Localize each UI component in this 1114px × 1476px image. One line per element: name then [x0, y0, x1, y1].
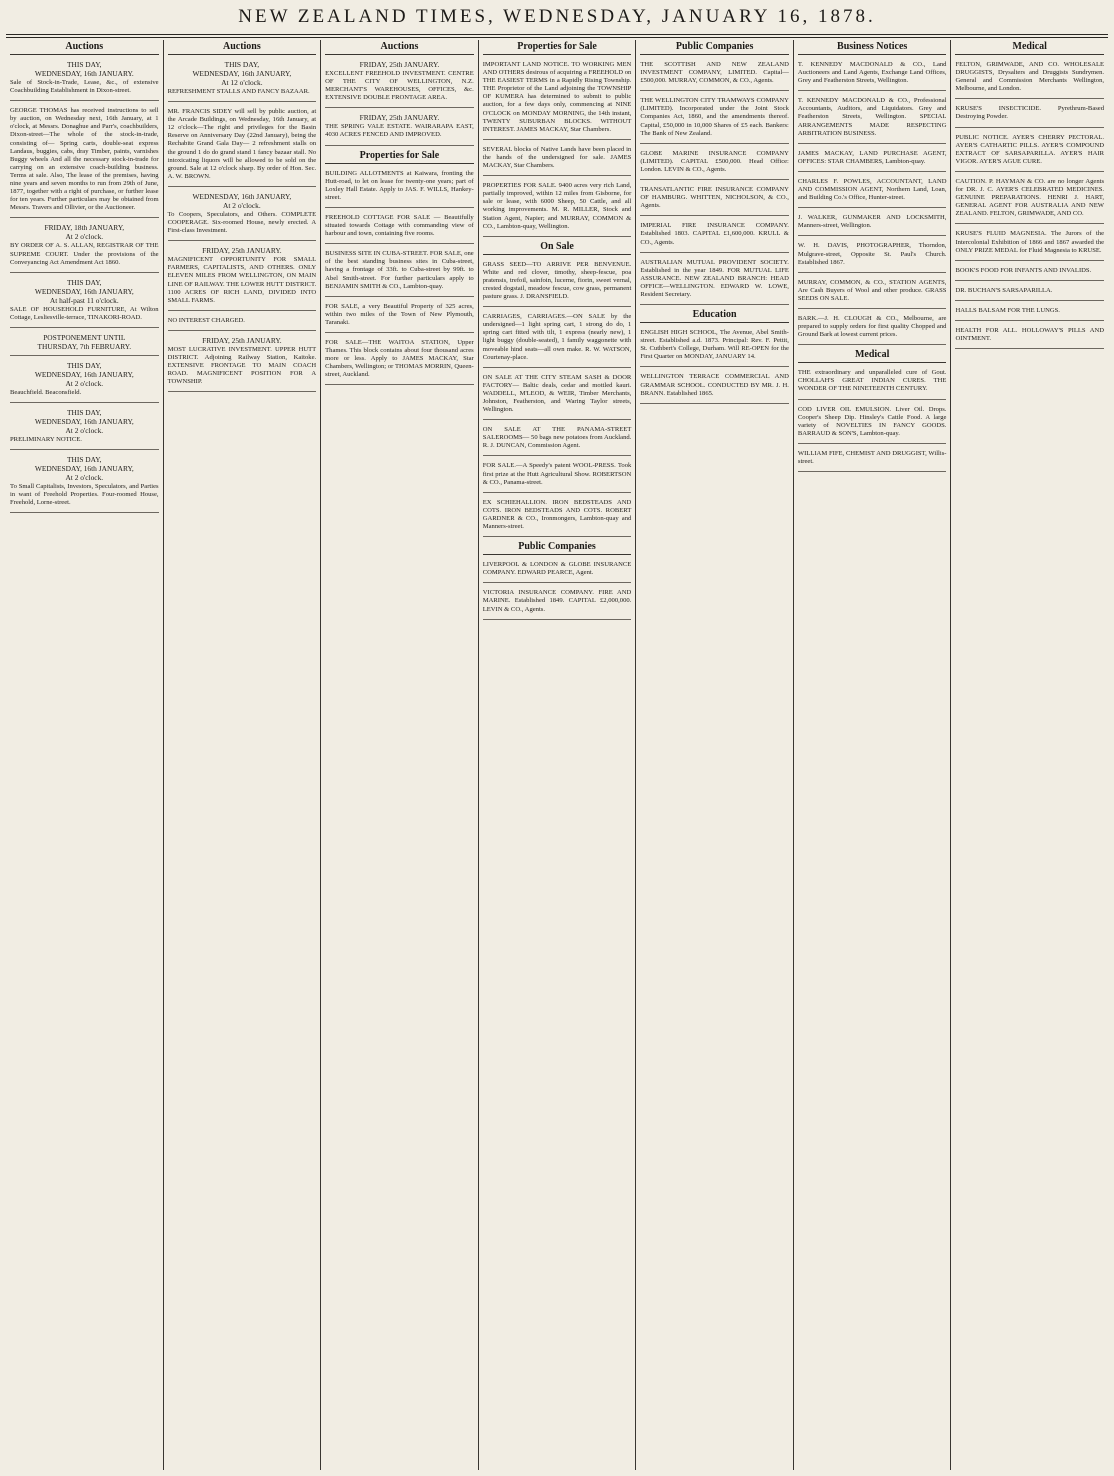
ad-body-text: MURRAY, COMMON, & CO., STATION AGENTS, Are Cash Buyers of Wool and other produce. GRASS SEEDS ON SALE. [797, 278, 947, 302]
ad-dateline: POSTPONEMENT UNTIL [43, 332, 126, 342]
ad-body-text: BOOK'S FOOD FOR INFANTS AND INVALIDS. [955, 266, 1092, 274]
ad-body-text: EXCELLENT FREEHOLD INVESTMENT. CENTRE OF THE CITY OF WELLINGTON, N.Z. MERCHANT'S WAREHOUSES, OFFICES, &c. EXTENSIVE DOUBLE FRONTAGE AREA. [325, 70, 474, 102]
advertisement-block [640, 370, 789, 403]
ad-dateline: At 2 o'clock. [65, 378, 104, 388]
ad-dateline: At 12 o'clock. [221, 78, 263, 87]
column-heading: Auctions [10, 40, 159, 55]
ad-body-text: MAGNIFICENT OPPORTUNITY FOR SMALL FARMERS, CAPITALISTS, AND OTHERS. ONLY ELEVEN MILES FROM WELLINGTON, ON MAIN LINE OF RAILWAY. THE LOWER HUTT DISTRICT. 1100 ACRES OF RICH LAND, DIVIDED INTO SMALL FARMS. [167, 256, 317, 304]
ad-body-text: W. H. DAVIS, PHOTOGRAPHER, Thorndon, Mulgrave-street, Opposite St. Paul's Church. Established 1867. [797, 242, 947, 266]
ad-body-text: HEALTH FOR ALL. HOLLOWAY'S PILLS AND OINTMENT. [955, 326, 1105, 343]
advertisement-block [798, 366, 947, 399]
column-heading: Medical [955, 40, 1104, 55]
advertisement-block [10, 104, 159, 218]
column-5 [635, 40, 793, 1470]
advertisement-block [325, 247, 474, 296]
advertisement-block [798, 94, 947, 143]
advertisement-block [955, 58, 1104, 99]
column-7 [950, 40, 1108, 1470]
advertisement-block [483, 179, 632, 237]
column-1 [6, 40, 163, 1470]
advertisement-block [168, 244, 317, 311]
ad-body-text: SEVERAL blocks of Native Lands have been placed in the hands of the undersigned for sale. JAMES MACKAY, Star Chambers. [482, 145, 632, 170]
ad-body-text: J. WALKER, GUNMAKER AND LOCKSMITH, Manners-street, Wellington. [797, 214, 947, 230]
advertisement-block [10, 359, 159, 403]
ad-body-text: PRELIMINARY NOTICE. [10, 435, 82, 443]
ad-dateline: FRIDAY, 18th JANUARY, [44, 223, 125, 233]
advertisement-block [325, 167, 474, 208]
ad-body-text: NO INTEREST CHARGED. [167, 316, 245, 324]
ad-dateline: WEDNESDAY, 16th JANUARY, [34, 464, 134, 474]
column-2 [163, 40, 321, 1470]
ad-body-text: MR. FRANCIS SIDEY will sell by public auction, at the Arcade Buildings, on Wednesday, 16th January, at 12 o'clock—The right and privileges for the Basin Reserve on Anniversary Day (22nd January), being the Rechabite Grand Gala Day— 2 refreshment stalls on the ground 1 do do grand stand 1 fancy bazaar stall. No intoxicating liquors will be allowed to be sold on the ground. Sale at 12 o'clock sharp. By order of Hon. Sec. A. W. BROWN. [167, 108, 317, 180]
advertisement-block [483, 371, 632, 420]
advertisement-block [955, 227, 1104, 260]
column-heading: Auctions [325, 40, 474, 55]
ad-dateline: THIS DAY, [67, 277, 102, 287]
ad-dateline: FRIDAY, 25th JANUARY. [359, 60, 440, 69]
ad-body-text: GRASS SEED—TO ARRIVE PER BENVENUE. White and red clover, timothy, sheep-fescue, poa pratensis, trefoil, sainfoin, lucerne, fiorin, sweet vernal, crested dogstail, meadow fescue, cow grass, permanent pasture grass. J. DRANSFIELD. [482, 260, 632, 301]
ad-body-text: BARK.—J. H. CLOUGH & CO., Melbourne, are prepared to supply orders for first quality Chopped and Ground Bark at lowest current prices. [797, 314, 947, 339]
section-heading: Education [640, 308, 789, 323]
ad-body-text: T. KENNEDY MACDONALD & CO., Professional Accountants, Auditors, and Liquidators. Grey and Featherston Streets, Wellington. SPECIAL ARRANGEMENTS MADE RESPECTING ARBITRATION BUSINESS. [797, 97, 947, 137]
advertisement-block [483, 496, 632, 537]
advertisement-block [955, 175, 1104, 224]
ad-body-text: THE SPRING VALE ESTATE. WAIRARAPA EAST, 4030 ACRES FENCED AND IMPROVED. [325, 123, 474, 139]
ad-dateline: THIS DAY, [67, 455, 102, 465]
advertisement-block [798, 276, 947, 309]
ad-body-text: BUILDING ALLOTMENTS at Kaiwara, fronting the Hutt-road, to let on lease for twenty-one years; part of Loxley Hall Estate. Apply to JAS. F. WILLS, Hankey-street. [325, 169, 474, 201]
advertisement-block [325, 211, 474, 244]
advertisement-block [10, 453, 159, 513]
ad-dateline: FRIDAY, 25th JANUARY. [202, 246, 282, 256]
advertisement-block [640, 219, 789, 252]
advertisement-block [640, 58, 789, 91]
ad-body-text: PUBLIC NOTICE. AYER'S CHERRY PECTORAL. AYER'S CATHARTIC PILLS. AYER'S COMPOUND EXTRACT OF SARSAPARILLA. AYER'S HAIR VIGOR. AYER'S AGUE CURE. [955, 133, 1105, 165]
advertisement-block [798, 239, 947, 272]
ad-body-text: REFRESHMENT STALLS AND FANCY BAZAAR. [167, 88, 310, 95]
advertisement-block [10, 406, 159, 450]
advertisement-block [955, 264, 1104, 281]
ad-body-text: IMPERIAL FIRE INSURANCE COMPANY. Established 1803. CAPITAL £1,600,000. KRULL & CO., Agents. [640, 222, 789, 246]
ad-body-text: IMPORTANT LAND NOTICE. TO WORKING MEN AND OTHERS desirous of acquiring a FREEHOLD on THE EASIEST TERMS in a Rapidly Rising Township. THE Proprietor of the Land adjoining the TOWNSHIP OF KUMERA has determined to submit to public auction, for a few days only, commencing at NINE O'CLOCK on MONDAY MORNING, the 14th instant, TWENTY SUBURBAN BLOCKS. WITHOUT INTEREST. JAMES MACKAY, Star Chambers. [482, 61, 632, 133]
advertisement-block [483, 58, 632, 140]
advertisement-block [640, 256, 789, 305]
ad-body-text: KRUSE'S FLUID MAGNESIA. The Jurors of the Intercolonial Exhibition of 1866 and 1867 awarded the ONLY PRIZE MEDAL for Fluid Magnesia to KRUSE. [955, 230, 1105, 254]
advertisement-block [640, 326, 789, 367]
advertisement-block [325, 111, 474, 145]
column-6 [793, 40, 951, 1470]
ad-body-text: WELLINGTON TERRACE COMMERCIAL AND GRAMMAR SCHOOL. CONDUCTED BY MR. J. H. BRANN. Established 1865. [640, 373, 789, 397]
ad-body-text: EX SCHIEHALLION. IRON BEDSTEADS AND COTS. IRON BEDSTEADS AND COTS. ROBERT GARDNER & CO., Ironmongers, Lambton-quay and Manners-street. [482, 498, 632, 531]
advertisement-block [483, 423, 632, 456]
advertisement-block [10, 276, 159, 328]
advertisement-block [640, 147, 789, 180]
ad-body-text: PROPERTIES FOR SALE. 9400 acres very rich Land, partially improved, within 12 miles from Gisborne, for sale or lease, with 6000 Sheep, 50 Cattle, and all working improvements. M. R. MILLER, Stock and Station Agent, Napier; and MURRAY, COMMON & CO., Lambton-quay, Wellington. [482, 182, 632, 230]
advertisement-block [640, 183, 789, 216]
advertisement-block [955, 102, 1104, 127]
ad-body-text: To Coopers, Speculators, and Others. COMPLETE COOPERAGE. Six-roomed House, newly erected. A First-class Investment. [167, 210, 317, 235]
ad-body-text: THE extraordinary and unparalleled cure of Gout. CHOLLAH'S GREAT INDIAN CURES. THE WONDER OF THE NINETEENTH CENTURY. [797, 369, 947, 393]
advertisement-block [483, 586, 632, 619]
advertisement-block [483, 258, 632, 307]
ad-body-text: SALE OF HOUSEHOLD FURNITURE, At Wilton Cottage, Lesliesville-terrace, TINAKORI-ROAD. [10, 305, 159, 321]
ad-body-text: ON SALE AT THE CITY STEAM SASH & DOOR FACTORY— Baltic deals, cedar and mottled kauri. WADDELL, M'LEOD, & WEIR, Timber Merchants, Johnston, Featherston, and Waring Taylor streets, Wellington. [482, 373, 632, 414]
advertisement-block [955, 284, 1104, 301]
ad-body-text: WILLIAM FIFE, CHEMIST AND DRUGGIST, Willis-street. [797, 449, 947, 465]
ad-dateline: THIS DAY, [67, 407, 102, 417]
ad-body-text: BUSINESS SITE IN CUBA-STREET. FOR SALE, one of the best standing business sites in Cuba-street, having a frontage of 33ft. to Cuba-street by 99ft. to Abel Smith-street. For further particulars apply to BENJAMIN SMITH & CO., Lambton-quay. [325, 250, 474, 290]
ad-dateline: WEDNESDAY, 16th JANUARY, [34, 416, 134, 426]
ad-body-text: VICTORIA INSURANCE COMPANY. FIRE AND MARINE. Established 1849. CAPITAL £2,000,000. LEVIN & CO., Agents. [482, 589, 632, 613]
masthead-rule-bottom [6, 37, 1108, 38]
ad-body-text: BY ORDER OF A. S. ALLAN, REGISTRAR OF THE SUPREME COURT. Under the provisions of the Conveyancing Act Amendment Act 1860. [10, 242, 159, 266]
ad-body-text: ON SALE AT THE PANAMA-STREET SALEROOMS— 50 bags new potatoes from Auckland. R. J. DUNCAN, Commission Agent. [482, 426, 632, 450]
ad-body-text: HALLS BALSAM FOR THE LUNGS. [955, 306, 1060, 314]
column-heading: Properties for Sale [483, 40, 632, 55]
ad-dateline: At 2 o'clock. [65, 473, 104, 483]
ad-body-text: To Small Capitalists, Investors, Speculators, and Parties in want of Freehold Properties. Four-roomed House, Freehold, Lorne-street. [10, 483, 159, 507]
ad-dateline: WEDNESDAY, 16th JANUARY, [192, 191, 292, 201]
ad-body-text: KRUSE'S INSECTICIDE. Pyrethrum-Based Destroying Powder. [955, 105, 1105, 121]
advertisement-block [325, 58, 474, 108]
ad-body-text: THE WELLINGTON CITY TRAMWAYS COMPANY (LIMITED). Incorporated under the Joint Stock Companies Act, 1860, and the amendments thereof. Capital, £50,000 in 10,000 Shares of £5 each. Bankers: The Bank of New Zealand. [640, 97, 789, 137]
advertisement-block [10, 58, 159, 101]
advertisement-block [10, 331, 159, 356]
advertisement-block [798, 447, 947, 472]
advertisement-block [483, 310, 632, 368]
ad-body-text: Sale of Stock-in-Trade, Lease, &c., of extensive Coachbuilding Establishment in Dixon-street. [10, 79, 159, 95]
advertisement-block [483, 143, 632, 176]
advertisement-block [955, 304, 1104, 321]
advertisement-block [798, 211, 947, 236]
ad-body-text: CAUTION. P. HAYMAN & CO. are no longer Agents for DR. J. C. AYER'S CELEBRATED MEDICINES. GENUINE PREPARATIONS. HENRI J. HART, GENERAL AGENT FOR AUSTRALIA AND NEW ZEALAND. FELTON, GRIMWADE, AND CO. [955, 177, 1105, 218]
section-heading: Medical [798, 348, 947, 363]
advertisement-block [168, 334, 317, 392]
masthead-rule-top [6, 34, 1108, 35]
ad-dateline: At 2 o'clock. [223, 200, 261, 210]
ad-body-text: FELTON, GRIMWADE, AND CO. WHOLESALE DRUGGISTS, Drysalters and Druggists Sundrymen. General and Commission Merchants Wellington, Melbourne, and London. [955, 61, 1105, 93]
advertisement-block [168, 58, 317, 102]
section-heading: Public Companies [483, 540, 632, 555]
ad-dateline: At half-past 11 o'clock. [49, 295, 119, 305]
ad-dateline: FRIDAY, 25th JANUARY. [359, 113, 440, 123]
column-heading: Business Notices [798, 40, 947, 55]
column-4 [478, 40, 636, 1470]
ad-body-text: JAMES MACKAY, LAND PURCHASE AGENT, OFFICES: STAR CHAMBERS, Lambton-quay. [797, 149, 947, 165]
column-heading: Auctions [168, 40, 317, 55]
ad-dateline: THIS DAY, [67, 60, 102, 69]
advertisement-block [955, 131, 1104, 172]
ad-body-text: CARRIAGES, CARRIAGES.—ON SALE by the undersigned—1 light spring cart, 1 strong do do, 1 spring cart fitted with tilt, 1 express (nearly new), 1 light buggy (double-seated), 1 family waggonette with moveable hind seats—all own make. R. W. WATSON, Courtenay-place. [482, 313, 632, 361]
ad-dateline: At 2 o'clock. [65, 425, 104, 435]
advertisement-block [798, 175, 947, 208]
section-heading: Properties for Sale [325, 149, 474, 164]
ad-dateline: FRIDAY, 25th JANUARY. [202, 335, 282, 345]
ad-body-text: Beauchfield. Beaconsfield. [10, 388, 82, 396]
advertisement-block [640, 94, 789, 143]
advertisement-block [325, 300, 474, 333]
advertisement-block [325, 336, 474, 385]
newspaper-masthead: NEW ZEALAND TIMES, WEDNESDAY, JANUARY 16, 1878. [238, 6, 876, 27]
ad-body-text: GLOBE MARINE INSURANCE COMPANY (LIMITED). CAPITAL £500,000. Head Office: London. LEVIN & CO., Agents. [640, 149, 789, 173]
ad-dateline: THURSDAY, 7th FEBRUARY. [37, 341, 132, 351]
ad-body-text: FREEHOLD COTTAGE FOR SALE — Beautifully situated towards Cottage with commanding view of harbour and town, containing five rooms. [325, 213, 474, 238]
ad-body-text: ENGLISH HIGH SCHOOL, The Avenue, Abel Smith-street. Established a.d. 1873. Principal: Rev. F. Pettit, St. Cuthbert's College, Durham. Will RE-OPEN for the First Quarter on MONDAY, JANUARY 14. [640, 329, 789, 361]
ad-body-text: COD LIVER OIL EMULSION. Liver Oil. Drops. Cooper's Sheep Dip. Hinsley's Cattle Food. A large variety of NOVELTIES IN FANCY GOODS. BARRAUD & SON'S, Lambton-quay. [797, 405, 947, 437]
newspaper-columns [6, 40, 1108, 1470]
ad-dateline: WEDNESDAY, 16th JANUARY, [34, 286, 134, 296]
advertisement-block [798, 58, 947, 91]
ad-dateline: WEDNESDAY, 16th JANUARY, [34, 369, 134, 379]
ad-body-text: CHARLES F. POWLES, ACCOUNTANT, LAND AND COMMISSION AGENT, Northern Land, Loan, and Building Co.'s Office, Hunter-street. [797, 177, 947, 202]
ad-body-text: LIVERPOOL & LONDON & GLOBE INSURANCE COMPANY. EDWARD PEARCE, Agent. [482, 561, 632, 577]
column-3 [320, 40, 478, 1470]
ad-body-text: FOR SALE.—A Speedy's patent WOOL-PRESS. Took first prize at the Hutt Agricultural Show. ROBERTSON & CO., Panama-street. [482, 462, 632, 486]
section-heading: On Sale [483, 240, 632, 255]
ad-dateline: At 2 o'clock. [65, 232, 104, 242]
advertisement-block [955, 324, 1104, 349]
ad-body-text: T. KENNEDY MACDONALD & CO., Land Auctioneers and Land Agents, Exchange Land Offices, Grey and Featherston Streets, Wellington. [797, 61, 947, 85]
advertisement-block [10, 221, 159, 272]
advertisement-block [168, 105, 317, 187]
column-heading: Public Companies [640, 40, 789, 55]
advertisement-block [798, 403, 947, 444]
ad-dateline: THIS DAY, [67, 360, 102, 370]
ad-body-text: THE SCOTTISH AND NEW ZEALAND INVESTMENT COMPANY, LIMITED. Capital—£500,000. MURRAY, COMMON, & CO., Agents. [640, 61, 789, 85]
advertisement-block [483, 558, 632, 583]
ad-body-text: TRANSATLANTIC FIRE INSURANCE COMPANY OF HAMBURG. WHITTEN, NICHOLSON, & CO., Agents. [640, 186, 789, 210]
ad-body-text: DR. BUCHAN'S SARSAPARILLA. [955, 286, 1053, 294]
ad-body-text: FOR SALE, a very Beautiful Property of 325 acres, within two miles of the Town of New Plymouth, Taranaki. [325, 302, 474, 326]
ad-dateline: THIS DAY, [224, 60, 260, 69]
advertisement-block [168, 190, 317, 241]
advertisement-block [483, 459, 632, 492]
ad-body-text: FOR SALE—THE WAITOA STATION, Upper Thames. This block contains about four thousand acres more or less. Apply to JAMES MACKAY, Star Chambers, Wellington; or THOMAS MORRIN, Queen-street, Auckland. [325, 338, 474, 379]
advertisement-block [798, 312, 947, 345]
ad-body-text: GEORGE THOMAS has received instructions to sell by auction, on Wednesday next, 16th January, at 1 o'clock, at Messrs. Donaghue and Parr's, coachbuilders, Dixon-street—The whole of the stock-in-trade, consisting of— Spring carts, double-seat express Landaus, buggies, cabs, dray Timber, paints, varnishes Buggy wheels And all the necessary stock-in-trade for carrying on an extensive coach-building business. Terms at sale. Also, The lease of the premises, having nine years and seven months to run from 29th of June, 1877, together with a right of purchase, or further lease for ten years. Further particulars may be obtained from Messrs. Travers and Ollivier, or the Auctioneer. [10, 107, 159, 212]
advertisement-block [798, 147, 947, 172]
advertisement-block [168, 314, 317, 331]
ad-body-text: AUSTRALIAN MUTUAL PROVIDENT SOCIETY. Established in the year 1849. FOR MUTUAL LIFE ASSURANCE. NEW ZEALAND BRANCH: HEAD OFFICE—WELLINGTON. EDWARD W. LOWE, Resident Secretary. [640, 258, 789, 298]
ad-dateline: WEDNESDAY, 16th JANUARY, [192, 69, 292, 78]
ad-body-text: MOST LUCRATIVE INVESTMENT. UPPER HUTT DISTRICT. Adjoining Railway Station, Kaitoke. EXTENSIVE FRONTAGE TO MAIN COACH ROAD. MAGNIFICENT POSITION FOR A TOWNSHIP. [167, 345, 317, 386]
ad-dateline: WEDNESDAY, 16th JANUARY. [34, 69, 134, 78]
